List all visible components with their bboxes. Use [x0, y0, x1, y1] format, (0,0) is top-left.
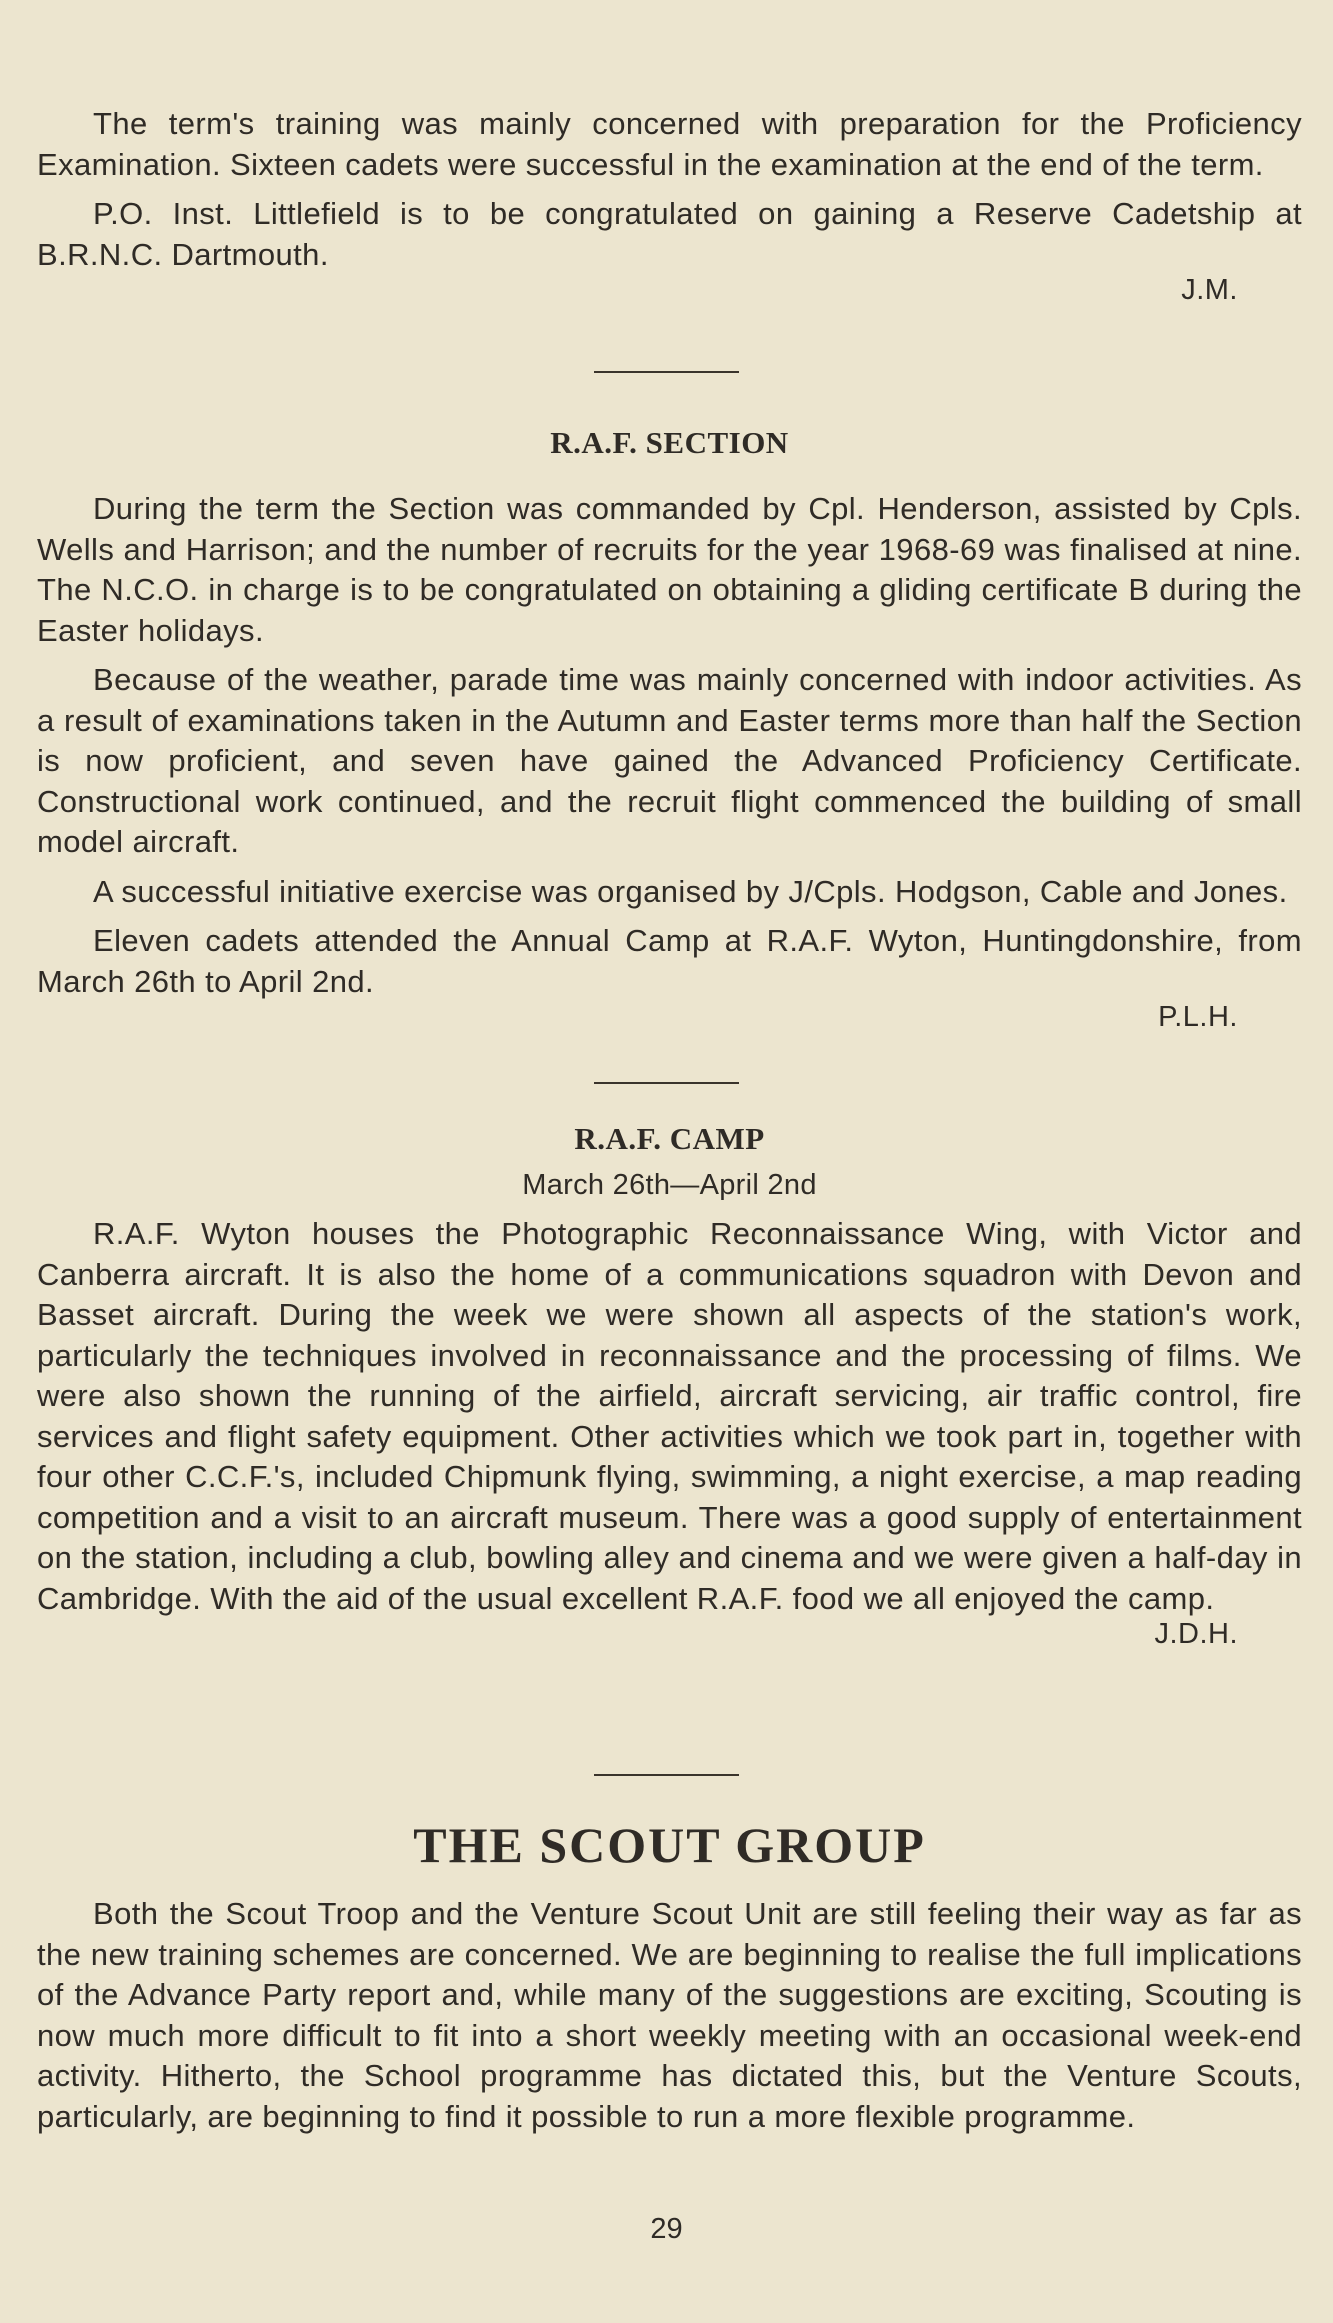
raf-section	[37, 425, 1302, 1034]
scout-group-paragraph-1: Both the Scout Troop and the Venture Scout Unit are still feeling their way as far as the new training schemes are concerned. We are beginning to realise the full implications of the Advance Party report and, while many of the suggestions are exciting, Scouting is now much more difficult to fit into a short weekly meeting with an occasional week-end activity. Hitherto, the School programme has dictated this, but the Venture Scouts, particularly, are beginning to find it possible to run a more flexible programme.	[37, 1896, 1302, 2134]
divider-1	[594, 371, 739, 373]
raf-section-paragraph-3: A successful initiative exercise was organised by J/Cpls. Hodgson, Cable and Jones.	[93, 873, 1288, 909]
page-number: 29	[650, 2213, 683, 2245]
raf-camp-title: R.A.F. CAMP	[574, 1121, 765, 1156]
raf-camp-dates: March 26th—April 2nd	[522, 1169, 817, 1201]
raf-camp-section	[37, 1121, 1302, 1651]
intro-section	[37, 104, 1302, 307]
raf-section-title: R.A.F. SECTION	[550, 425, 789, 460]
intro-paragraph-2: P.O. Inst. Littlefield is to be congratulated on gaining a Reserve Cadetship at B.R.N.C. Dartmouth.	[37, 196, 1302, 272]
raf-section-signature: P.L.H.	[1158, 1001, 1238, 1033]
divider-2	[594, 1082, 739, 1084]
scout-group-title: THE SCOUT GROUP	[413, 1817, 926, 1873]
raf-camp-paragraph-1: R.A.F. Wyton houses the Photographic Reconnaissance Wing, with Victor and Canberra aircraft. It is also the home of a communications squadron with Devon and Basset aircraft. During the week we were shown all aspects of the station's work, particularly the techniques involved in reconnaissance and the processing of films. We were also shown the running of the airfield, aircraft servicing, air traffic control, fire services and flight safety equipment. Other activities which we took part in, together with four other C.C.F.'s, included Chipmunk flying, swimming, a night exercise, a map reading competition and a visit to an aircraft museum. There was a good supply of entertainment on the station, including a club, bowling alley and cinema and we were given a half-day in Cambridge. With the aid of the usual excellent R.A.F. food we all enjoyed the camp.	[37, 1216, 1302, 1616]
raf-camp-signature: J.D.H.	[1154, 1618, 1238, 1650]
raf-section-paragraph-4: Eleven cadets attended the Annual Camp at R.A.F. Wyton, Huntingdonshire, from March 26th to April 2nd.	[37, 923, 1302, 999]
raf-section-paragraph-2: Because of the weather, parade time was mainly concerned with indoor activities. As a result of examinations taken in the Autumn and Easter terms more than half the Section is now proficient, and seven have gained the Advanced Proficiency Certificate. Constructional work continued, and the recruit flight commenced the building of small model aircraft.	[37, 662, 1302, 859]
raf-section-paragraph-1: During the term the Section was commanded by Cpl. Henderson, assisted by Cpls. Wells and Harrison; and the number of recruits for the year 1968-69 was finalised at nine. The N.C.O. in charge is to be congratulated on obtaining a gliding certificate B during the Easter holidays.	[37, 491, 1302, 648]
intro-signature: J.M.	[1181, 274, 1238, 306]
intro-paragraph-1: The term's training was mainly concerned with preparation for the Proficiency Examination. Sixteen cadets were successful in the examination at the end of the term.	[37, 106, 1302, 182]
divider-3	[594, 1774, 739, 1776]
scout-group-section	[37, 1816, 1302, 2137]
